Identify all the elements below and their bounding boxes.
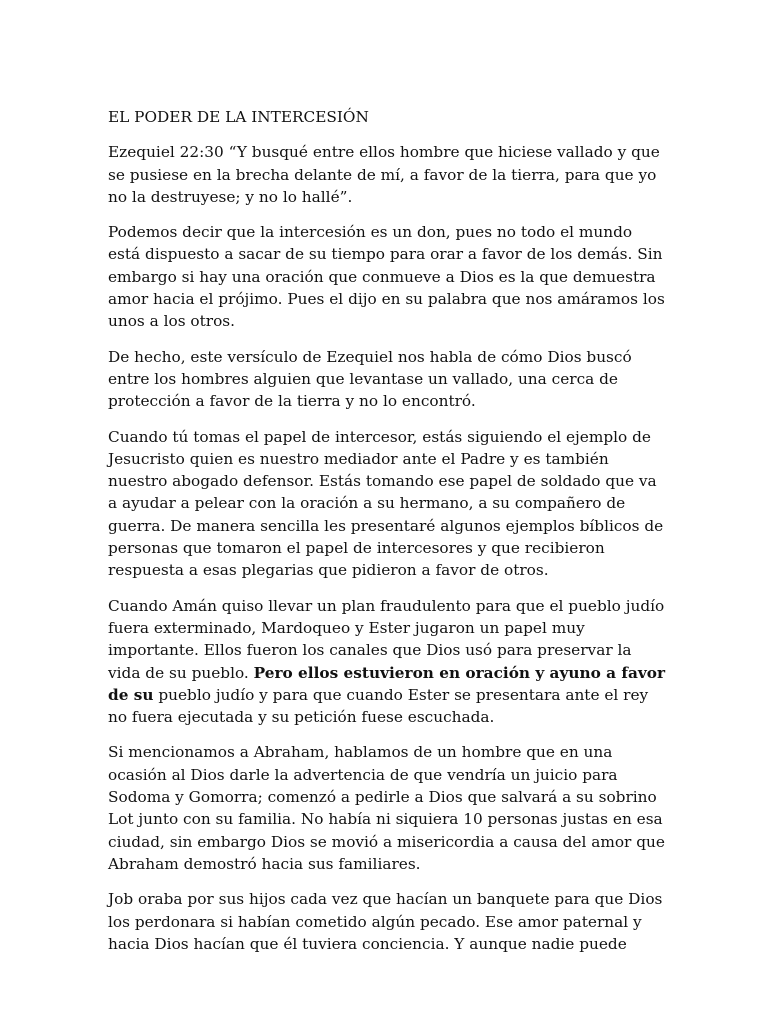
paragraph-ezequiel-verse: Ezequiel 22:30 “Y busqué entre ellos hombre que hiciese vallado y que se pusiese en la brecha delante de mí, a favor de la tierra, para que yo no la destruyese; y no lo hallé”. (108, 143, 660, 206)
paragraph-aman-ester-bold-text: Pero ellos estuvieron en oración y ayuno a favor de su (108, 663, 666, 704)
paragraph-job: Job oraba por sus hijos cada vez que hacían un banquete para que Dios los perdonara si habían cometido algún pecado. Ese amor paternal y hacia Dios hacían que él tuviera conciencia. Y aunque nadie puede (108, 890, 663, 953)
paragraph-intercession-gift: Podemos decir que la intercesión es un don, pues no todo el mundo está dispuesto a sacar de su tiempo para orar a favor de los demás. Sin embargo si hay una oración que conmueve a Dios es la que demuestra amor hacia el prójimo. Pues el dijo en su palabra que nos amáramos los unos a los otros. (108, 223, 665, 331)
paragraph-aman-ester-text-2: pueblo judío y para que cuando Ester se presentara ante el rey no fuera ejecutada y su petición fuese escuchada. (108, 685, 649, 727)
paragraph-abraham: Si mencionamos a Abraham, hablamos de un hombre que en una ocasión al Dios darle la advertencia de que vendría un juicio para Sodoma y Gomorra; comenzó a pedirle a Dios que salvará a su sobrino Lot junto con su familia. No había ni siquiera 10 personas justas en esa ciudad, sin embargo Dios se movió a misericordia a causa del amor que Abraham demostró hacia sus familiares. (108, 743, 665, 873)
paragraph-intercessor-role: Cuando tú tomas el papel de intercesor, estás siguiendo el ejemplo de Jesucristo quien es nuestro mediador ante el Padre y es también nuestro abogado defensor. Estás tomando ese papel de soldado que va a ayudar a pelear con la oración a su hermano, a su compañero de guerra. De manera sencilla les presentaré algunos ejemplos bíblicos de personas que tomaron el papel de intercesores y que recibieron respuesta a esas plegarias que pidieron a favor de otros. (108, 427, 664, 580)
paragraph-ezequiel-explanation: De hecho, este versículo de Ezequiel nos habla de cómo Dios buscó entre los hombres alguien que levantase un vallado, una cerca de protección a favor de la tierra y no lo encontró. (108, 347, 632, 411)
paragraph-aman-ester-text-1: Cuando Amán quiso llevar un plan fraudulento para que el pueblo judío fuera exterminado, Mardoqueo y Ester jugaron un papel muy importante. Ellos fueron los canales que Dios usó para preservar la vida de su pueblo. (108, 596, 665, 682)
document-title: EL PODER DE LA INTERCESIÓN (108, 108, 369, 126)
document-body (108, 106, 668, 968)
paragraph-aman-ester (108, 595, 668, 729)
